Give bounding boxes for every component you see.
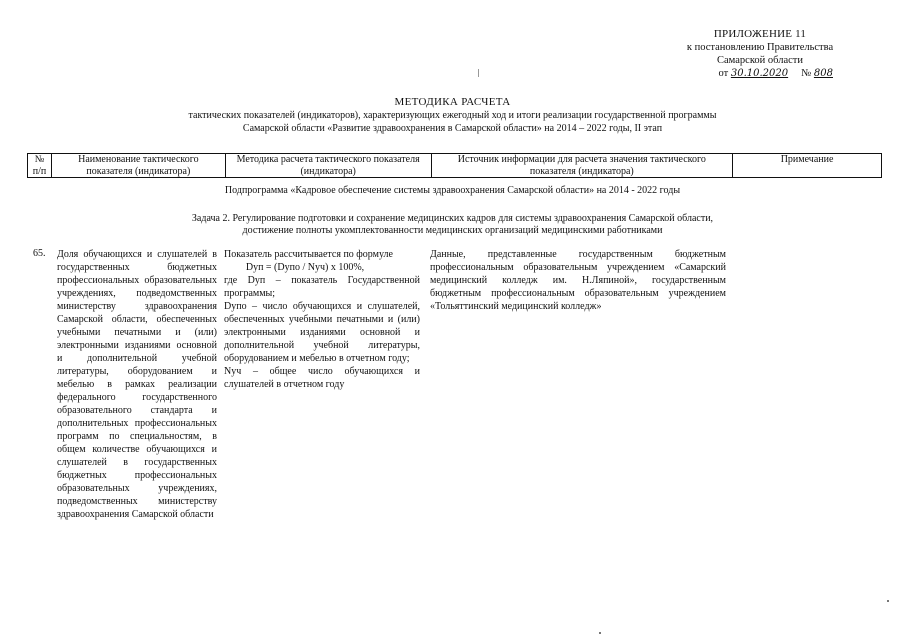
row-number: 65. <box>33 248 46 259</box>
scan-mark <box>478 69 479 77</box>
subtitle-line2: Самарской области «Развитие здравоохранения в Самарской области» на 2014 – 2022 годы, II этап <box>242 122 663 134</box>
header-table <box>27 153 882 178</box>
number-value: 808 <box>813 68 833 79</box>
method-intro: Показатель рассчитывается по формуле <box>224 249 393 260</box>
date-prefix: от <box>718 68 729 79</box>
scan-dot <box>599 632 601 634</box>
date-value: 30.10.2020 <box>730 68 789 79</box>
task-line1: Задача 2. Регулирование подготовки и сохранение медицинских кадров для системы здравоохранения Самарской области, <box>191 213 714 224</box>
appendix-line2: Самарской области <box>717 55 803 66</box>
appendix-title: ПРИЛОЖЕНИЕ 11 <box>713 28 807 40</box>
method-cell <box>224 248 420 391</box>
col-note-header: Примечание <box>733 154 882 178</box>
method-formula: Dуп = (Dупо / Nуч) х 100%, <box>245 262 365 273</box>
col-method-header: Методика расчета тактического показателя (индикатора) <box>225 154 431 178</box>
task-heading <box>0 213 905 237</box>
source-cell: Данные, представленные государственным бюджетным профессиональным образовательным учреждением «Самарский медицинский колледж им. Н.Ляпиной», государственным бюджетным профессиональным образовательным учреждением «Тольяттинский медицинский колледж» <box>430 249 726 312</box>
task-line2: достижение полноты укомплектованности медицинских организаций медицинскими работниками <box>242 225 663 236</box>
method-definition-1: где Dуп – показатель Государственной программы; <box>224 275 420 299</box>
appendix-date-line <box>640 67 880 80</box>
indicator-name-cell: Доля обучающихся и слушателей в государственных бюджетных профессиональных образовательных учреждениях, подведомственных министерству здравоохранения Самарской области, обеспеченных учебными печатными и (или) электронными изданиями основной и дополнительной учебной литературы, оборудованием и мебелью в рамках реализации федерального государственного образовательного стандарта и дополнительных профессиональных программ по специальностям, в общем количестве обучающихся и слушателей в государственных бюджетных профессиональных образовательных учреждениях, подведомственных министерству здравоохранения Самарской области <box>57 249 217 520</box>
document-title: МЕТОДИКА РАСЧЕТА <box>394 96 511 108</box>
col-source-header: Источник информации для расчета значения тактического показателя (индикатора) <box>431 154 733 178</box>
col-num-header: № п/п <box>28 154 52 178</box>
appendix-line1: к постановлению Правительства <box>686 42 834 53</box>
subtitle-line1: тактических показателей (индикаторов), характеризующих ежегодный ход и итоги реализации государственной программы <box>188 110 717 121</box>
scan-dot <box>887 600 889 602</box>
subprogram-heading: Подпрограмма «Кадровое обеспечение системы здравоохранения Самарской области» на 2014 - 2022 годы <box>224 185 681 196</box>
appendix-block <box>640 28 880 80</box>
col-name-header: Наименование тактического показателя (индикатора) <box>51 154 225 178</box>
method-definition-2: Dупо – число обучающихся и слушателей, обеспеченных учебными печатными и (или) электронными изданиями основной и дополнительной учебной литературы, оборудованием и мебелью в отчетном году; <box>224 301 420 364</box>
document-subtitle <box>0 110 905 135</box>
method-definition-3: Nуч – общее число обучающихся и слушателей в отчетном году <box>224 366 420 390</box>
number-prefix: № <box>801 68 812 79</box>
